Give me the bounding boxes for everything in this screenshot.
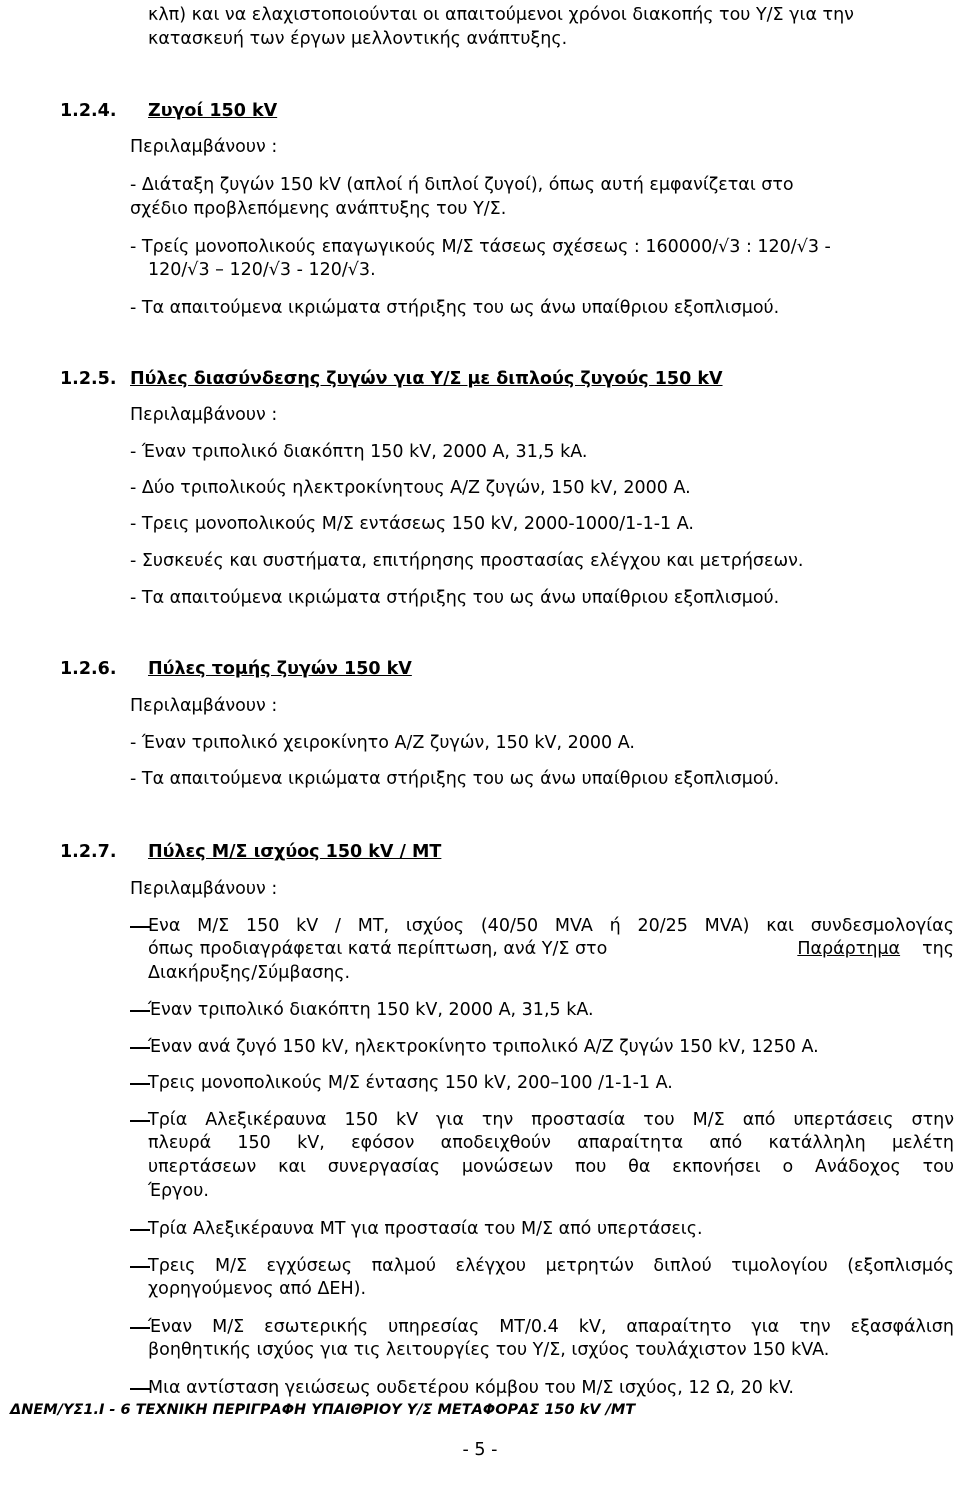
bullet-dash xyxy=(130,1229,150,1231)
list-item: - Τρεις μονοπολικούς Μ/Σ εντάσεως 150 kV, 2000-1000/1-1-1 A. xyxy=(130,514,694,534)
page-number: - 5 - xyxy=(462,1440,498,1460)
section-title: Πύλες διασύνδεσης ζυγών για Υ/Σ με διπλούς ζυγούς 150 kV xyxy=(130,369,723,389)
includes-label: Περιλαμβάνουν : xyxy=(130,137,278,157)
list-item: - Διάταξη ζυγών 150 kV (απλοί ή διπλοί ζυγοί), όπως αυτή εμφανίζεται στο xyxy=(130,175,794,195)
bullet-dash xyxy=(130,1266,150,1268)
bullet-dash xyxy=(130,1388,150,1390)
list-item: Τρία Αλεξικέραυνα 150 kV για την προστασία του Μ/Σ από υπερτάσεις στην xyxy=(148,1110,954,1130)
list-item: Έναν Μ/Σ εσωτερικής υπηρεσίας MT/0.4 kV, απαραίτητο για την εξασφάλιση xyxy=(148,1317,954,1337)
bullet-dash xyxy=(130,1083,150,1085)
list-item: - Τα απαιτούμενα ικριώματα στήριξης του ως άνω υπαίθριου εξοπλισμού. xyxy=(130,298,780,318)
list-item-cont: βοηθητικής ισχύος για τις λειτουργίες του Υ/Σ, ισχύος τουλάχιστον 150 kVA. xyxy=(148,1340,830,1360)
bullet-dash xyxy=(130,1120,150,1122)
list-item-text: όπως προδιαγράφεται κατά περίπτωση, ανά Υ/Σ στο xyxy=(148,939,608,959)
list-item: - Τα απαιτούμενα ικριώματα στήριξης του ως άνω υπαίθριου εξοπλισμού. xyxy=(130,769,780,789)
section-number: 1.2.5. xyxy=(60,369,117,389)
list-item: Τρεις μονοπολικούς Μ/Σ έντασης 150 kV, 200–100 /1-1-1 A. xyxy=(148,1073,673,1093)
section-title: Πύλες Μ/Σ ισχύος 150 kV / ΜΤ xyxy=(148,842,442,862)
list-item: - Δύο τριπολικούς ηλεκτροκίνητους Α/Ζ ζυγών, 150 kV, 2000 A. xyxy=(130,478,691,498)
includes-label: Περιλαμβάνουν : xyxy=(130,696,278,716)
list-item: - Έναν τριπολικό διακόπτη 150 kV, 2000 A, 31,5 kA. xyxy=(130,442,588,462)
list-item: - Έναν τριπολικό χειροκίνητο Α/Ζ ζυγών, 150 kV, 2000 A. xyxy=(130,733,635,753)
includes-label: Περιλαμβάνουν : xyxy=(130,879,278,899)
page-footer: ΔΝΕΜ/ΥΣ1.Ι - 6 ΤΕΧΝΙΚΗ ΠΕΡΙΓΡΑΦΗ ΥΠΑΙΘΡΙΟΥ Υ/Σ ΜΕΤΑΦΟΡΑΣ 150 kV /MT xyxy=(10,1402,636,1418)
intro-line: κλπ) και να ελαχιστοποιούνται οι απαιτούμενοι χρόνοι διακοπής του Υ/Σ για την xyxy=(148,5,854,25)
list-item: Μια αντίσταση γειώσεως ουδετέρου κόμβου του Μ/Σ ισχύος, 12 Ω, 20 kV. xyxy=(148,1378,794,1398)
list-item-cont: Διακήρυξης/Σύμβασης. xyxy=(148,963,351,983)
list-item-cont: σχέδιο προβλεπόμενης ανάπτυξης του Υ/Σ. xyxy=(130,199,507,219)
list-item-text: της xyxy=(922,939,954,959)
list-item: Ενα Μ/Σ 150 kV / MT, ισχύος (40/50 MVA ή 20/25 MVA) και συνδεσμολογίας xyxy=(148,916,954,936)
list-item: Έναν τριπολικό διακόπτη 150 kV, 2000 A, 31,5 kA. xyxy=(148,1000,594,1020)
bullet-dash xyxy=(130,926,150,928)
list-item: Τρεις Μ/Σ εγχύσεως παλμού ελέγχου μετρητών διπλού τιμολογίου (εξοπλισμός xyxy=(148,1256,954,1276)
list-item-cont: χορηγούμενος από ΔΕΗ). xyxy=(148,1279,367,1299)
annex-link[interactable]: Παράρτημα xyxy=(797,939,901,959)
section-number: 1.2.7. xyxy=(60,842,117,862)
section-number: 1.2.4. xyxy=(60,101,117,121)
bullet-dash xyxy=(130,1047,150,1049)
bullet-dash xyxy=(130,1327,150,1329)
list-item: - Συσκευές και συστήματα, επιτήρησης προστασίας ελέγχου και μετρήσεων. xyxy=(130,551,804,571)
list-item-cont: Έργου. xyxy=(148,1181,209,1201)
list-item: Έναν ανά ζυγό 150 kV, ηλεκτροκίνητο τριπολικό Α/Ζ ζυγών 150 kV, 1250 A. xyxy=(148,1037,819,1057)
list-item: - Τα απαιτούμενα ικριώματα στήριξης του ως άνω υπαίθριου εξοπλισμού. xyxy=(130,588,780,608)
list-item-cont: υπερτάσεων και συνεργασίας μονώσεων που θα εκπονήσει ο Ανάδοχος του xyxy=(148,1157,954,1177)
list-item-cont: 120/√3 – 120/√3 - 120/√3. xyxy=(148,260,376,280)
includes-label: Περιλαμβάνουν : xyxy=(130,405,278,425)
intro-line: κατασκευή των έργων μελλοντικής ανάπτυξης. xyxy=(148,29,568,49)
section-title: Ζυγοί 150 kV xyxy=(148,101,278,121)
list-item: - Τρείς μονοπολικούς επαγωγικούς Μ/Σ τάσεως σχέσεως : 160000/√3 : 120/√3 - xyxy=(130,237,831,257)
bullet-dash xyxy=(130,1010,150,1012)
list-item: Τρία Αλεξικέραυνα ΜΤ για προστασία του Μ/Σ από υπερτάσεις. xyxy=(148,1219,703,1239)
section-number: 1.2.6. xyxy=(60,659,117,679)
list-item-cont xyxy=(148,938,954,960)
list-item-cont: πλευρά 150 kV, εφόσον αποδειχθούν απαραίτητα από κατάλληλη μελέτη xyxy=(148,1133,954,1153)
section-title: Πύλες τομής ζυγών 150 kV xyxy=(148,659,412,679)
